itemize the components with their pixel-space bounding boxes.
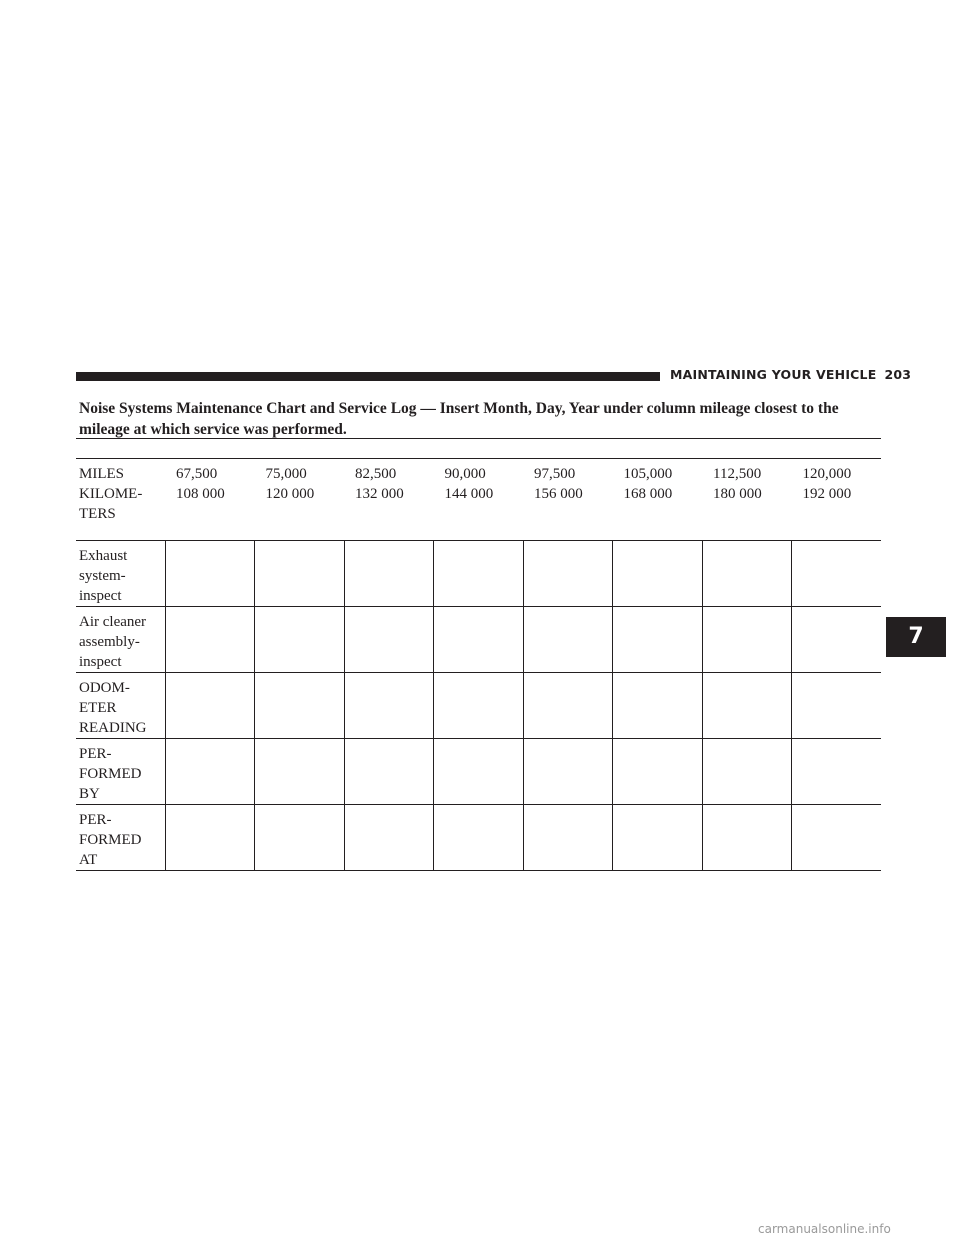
row-label-line: Exhaust: [79, 548, 128, 564]
entry-cell: [613, 739, 703, 805]
entry-cell: [792, 541, 882, 607]
entry-cell: [165, 673, 255, 739]
entry-cell: [523, 805, 613, 871]
entry-cell: [165, 607, 255, 673]
entry-cell: [255, 607, 345, 673]
running-header: [670, 367, 911, 382]
row-label-line: READING: [79, 720, 147, 736]
miles-cell: 90,000: [444, 466, 486, 482]
row-label-line: FORMED: [79, 766, 142, 782]
miles-label: MILES: [79, 466, 124, 482]
kilometers-label: [76, 484, 165, 541]
table-row: [76, 541, 881, 607]
row-label-line: inspect: [79, 654, 122, 670]
entry-cell: [792, 673, 882, 739]
entry-cell: [792, 739, 882, 805]
table-row: [76, 739, 881, 805]
page-number: 203: [884, 367, 912, 382]
entry-cell: [702, 607, 792, 673]
kilometers-cell: 132 000: [344, 484, 434, 541]
entry-cell: [255, 541, 345, 607]
miles-row: [76, 459, 881, 484]
entry-cell: [344, 607, 434, 673]
entry-cell: [255, 805, 345, 871]
entry-cell: [702, 541, 792, 607]
entry-cell: [344, 739, 434, 805]
kilometers-cell: 120 000: [255, 484, 345, 541]
entry-cell: [344, 541, 434, 607]
entry-cell: [792, 607, 882, 673]
watermark: carmanualsonline.info: [758, 1222, 891, 1236]
service-log-table: [76, 459, 881, 871]
entry-cell: [523, 739, 613, 805]
row-label: [76, 673, 165, 739]
section-title: MAINTAINING YOUR VEHICLE: [670, 367, 877, 382]
entry-cell: [434, 739, 524, 805]
miles-cell: 105,000: [623, 466, 673, 482]
kilometers-cell: 108 000: [165, 484, 255, 541]
kilometers-cell: 144 000: [434, 484, 524, 541]
entry-cell: [344, 673, 434, 739]
row-label: [76, 541, 165, 607]
entry-cell: [434, 673, 524, 739]
row-label-line: PER-: [79, 746, 112, 762]
row-label-line: system-: [79, 568, 126, 584]
entry-cell: [165, 805, 255, 871]
entry-cell: [613, 673, 703, 739]
entry-cell: [702, 805, 792, 871]
row-label-line: AT: [79, 852, 98, 868]
caption-rule: [76, 438, 881, 439]
row-label-line: ETER: [79, 700, 117, 716]
entry-cell: [434, 805, 524, 871]
kilometers-row: [76, 484, 881, 541]
entry-cell: [165, 541, 255, 607]
miles-cell: 112,500: [713, 466, 762, 482]
kilometers-label-line: TERS: [79, 506, 116, 522]
kilometers-label-line: KILOME-: [79, 486, 143, 502]
row-label-line: ODOM-: [79, 680, 130, 696]
row-label-line: inspect: [79, 588, 122, 604]
row-label-line: Air cleaner: [79, 614, 147, 630]
entry-cell: [255, 739, 345, 805]
row-label: [76, 739, 165, 805]
entry-cell: [434, 541, 524, 607]
entry-cell: [702, 673, 792, 739]
miles-cell: 97,500: [534, 466, 576, 482]
entry-cell: [523, 541, 613, 607]
row-label-line: BY: [79, 786, 100, 802]
entry-cell: [165, 739, 255, 805]
table-row: [76, 607, 881, 673]
entry-cell: [792, 805, 882, 871]
row-label-line: assembly-: [79, 634, 140, 650]
entry-cell: [255, 673, 345, 739]
header-rule: [76, 372, 660, 381]
table-caption: [79, 398, 885, 440]
table-row: [76, 805, 881, 871]
row-label: [76, 805, 165, 871]
kilometers-cell: 156 000: [523, 484, 613, 541]
miles-cell: 120,000: [802, 466, 852, 482]
entry-cell: [702, 739, 792, 805]
kilometers-cell: 180 000: [702, 484, 792, 541]
miles-cell: 82,500: [355, 466, 397, 482]
chapter-tab: 7: [886, 617, 946, 657]
entry-cell: [613, 607, 703, 673]
caption-line-1: Noise Systems Maintenance Chart and Service Log — Insert Month, Day, Year under column mileage closest to the: [79, 400, 839, 417]
entry-cell: [613, 541, 703, 607]
kilometers-cell: 192 000: [792, 484, 882, 541]
row-label-line: PER-: [79, 812, 112, 828]
entry-cell: [523, 673, 613, 739]
table-row: [76, 673, 881, 739]
entry-cell: [613, 805, 703, 871]
entry-cell: [523, 607, 613, 673]
entry-cell: [434, 607, 524, 673]
row-label-line: FORMED: [79, 832, 142, 848]
caption-line-2: mileage at which service was performed.: [79, 421, 347, 438]
miles-cell: 67,500: [176, 466, 218, 482]
kilometers-cell: 168 000: [613, 484, 703, 541]
entry-cell: [344, 805, 434, 871]
row-label: [76, 607, 165, 673]
miles-cell: 75,000: [265, 466, 307, 482]
